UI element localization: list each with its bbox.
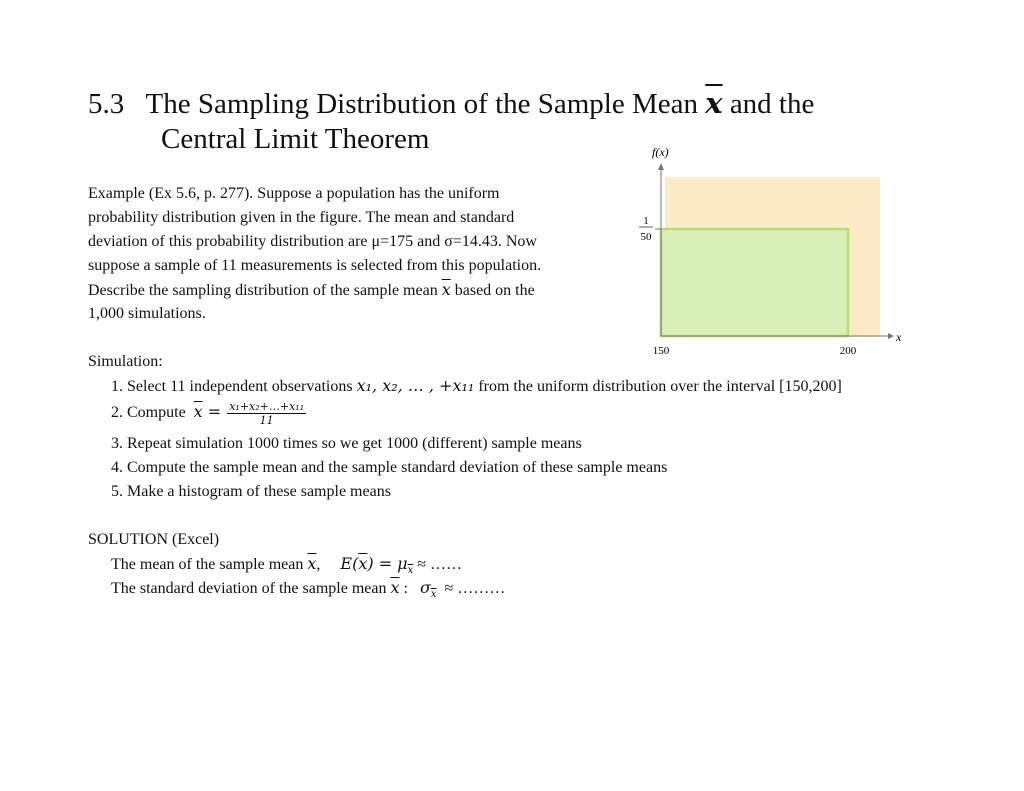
y-axis-arrow	[658, 163, 664, 170]
simulation-step-5: 5. Make a histogram of these sample means	[111, 483, 391, 500]
simulation-heading: Simulation:	[88, 353, 163, 370]
example-line-6: 1,000 simulations.	[88, 305, 206, 322]
sd-xbar: $\overline{x}$	[390, 578, 400, 597]
example-line-3: deviation of this probability distribution are μ=175 and σ=14.43. Now	[88, 233, 537, 250]
y-axis-label: f(x)	[652, 145, 669, 159]
step-1-pre: 1. Select 11 independent observations	[111, 378, 353, 395]
solution-heading: SOLUTION (Excel)	[88, 531, 220, 548]
mean-expectation: $E(\overline{x}) = \mu_{\overline{x}}$	[340, 554, 414, 577]
height-numerator: 1	[643, 215, 649, 227]
step-2-numerator: x₁+x₂+…+x₁₁	[229, 400, 305, 413]
simulation-step-4: 4. Compute the sample mean and the sample standard deviation of these sample means	[111, 459, 668, 476]
example-line-5	[88, 278, 535, 303]
title-text: The Sampling Distribution of the Sample Mean	[145, 88, 699, 120]
sd-sigma: $\sigma_{\overline{x}}$	[419, 578, 437, 601]
step-2-xbar: $\overline{x}$	[193, 402, 203, 422]
example-line-5-post: based on the	[454, 282, 535, 299]
x-tick-150: 150	[652, 345, 670, 357]
title-line2: Central Limit Theorem	[161, 123, 430, 155]
step-2-denominator: 11	[259, 414, 274, 427]
xbar-symbol: $\overline{x}$	[441, 280, 451, 299]
uniform-distribution-figure	[630, 140, 910, 365]
x-axis-arrow	[888, 333, 894, 339]
mean-pre: The mean of the sample mean	[111, 556, 304, 573]
height-denominator: 50	[640, 231, 652, 243]
title-tail: and the	[729, 88, 815, 120]
simulation-step-3: 3. Repeat simulation 1000 times so we get 1000 (different) sample means	[111, 435, 582, 452]
step-1-math: x₁, x₂, … , +x₁₁	[356, 376, 475, 395]
example-line-4: suppose a sample of 11 measurements is selected from this population.	[88, 257, 542, 274]
solution-sd-line: The standard deviation of the sample mean $\overline{x}$ : $\sigma_{\overline{x}}$ ≈ ………	[111, 578, 506, 601]
example-line-2: probability distribution given in the figure. The mean and standard	[88, 209, 515, 226]
step-1-post: from the uniform distribution over the interval [150,200]	[478, 378, 842, 395]
x-tick-200: 200	[839, 345, 857, 357]
mean-xbar: $\overline{x}$	[307, 554, 317, 573]
sd-post: ≈ ………	[444, 580, 506, 597]
uniform-density-rect	[661, 229, 848, 336]
x-axis-label: x	[896, 330, 902, 344]
mean-post: ≈ ……	[417, 556, 462, 573]
simulation-step-1	[111, 374, 842, 399]
step-2-pre: 2. Compute	[111, 404, 186, 422]
solution-mean-line: The mean of the sample mean $\overline{x}$, $E(\overline{x}) = \mu_{\overline{x}}$ ≈ ……	[111, 554, 462, 577]
step-2-lhs: $\overline{x}$ =	[193, 402, 222, 422]
step-2-fraction	[227, 400, 306, 427]
page-title	[88, 86, 814, 121]
example-line-1: Example (Ex 5.6, p. 277). Suppose a population has the uniform	[88, 185, 500, 202]
simulation-step-2	[111, 400, 308, 427]
title-xbar: $\overline{x}$	[705, 86, 723, 120]
section-number: 5.3	[88, 88, 125, 120]
example-line-5-pre: Describe the sampling distribution of the sample mean	[88, 282, 438, 299]
sd-pre: The standard deviation of the sample mean	[111, 580, 387, 597]
